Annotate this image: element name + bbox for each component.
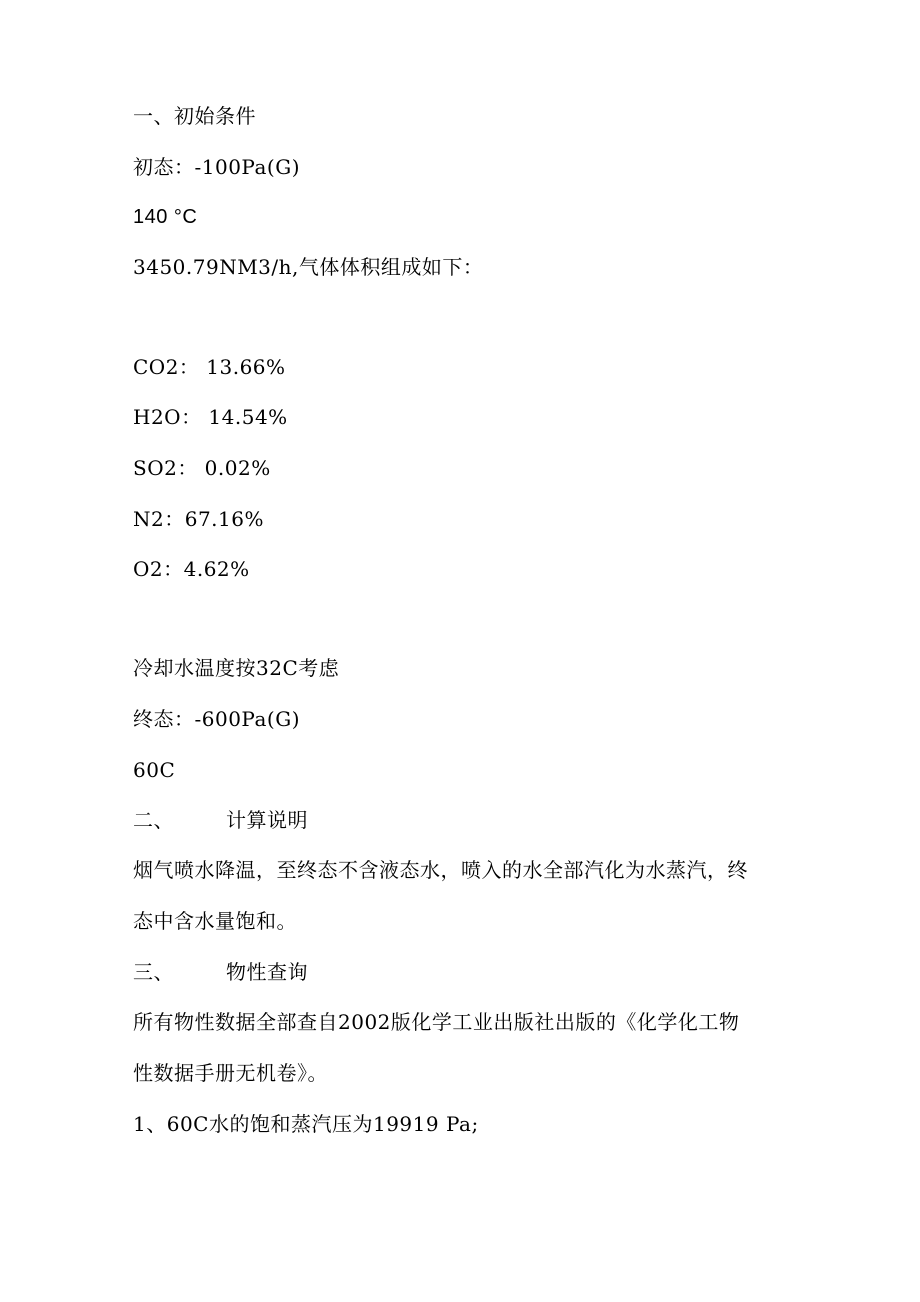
section3-heading	[133, 958, 308, 986]
initial-pressure: 初态：-100Pa(G)	[133, 155, 300, 179]
section3-body-line2: 性数据手册无机卷》。	[133, 1061, 328, 1085]
flow-rate: 3450.79NM3/h,气体体积组成如下：	[133, 255, 484, 279]
initial-temperature: 140 °C	[133, 206, 198, 228]
section2-number: 二、	[133, 808, 174, 832]
section2-body-line1: 烟气喷水降温，至终态不含液态水，喷入的水全部汽化为水蒸汽，终	[133, 858, 748, 882]
section2-title: 计算说明	[226, 808, 308, 832]
section3-title: 物性查询	[226, 960, 308, 984]
composition-n2: N2：67.16%	[133, 507, 264, 531]
composition-so2: SO2： 0.02%	[133, 456, 271, 480]
section2-heading	[133, 806, 308, 834]
final-temperature: 60C	[133, 758, 176, 782]
section1-heading: 一、初始条件	[133, 104, 256, 128]
property-item-1: 1、60C水的饱和蒸汽压为19919 Pa;	[133, 1112, 479, 1136]
composition-o2: O2：4.62%	[133, 557, 250, 581]
section2-body-line2: 态中含水量饱和。	[133, 909, 297, 933]
section3-number: 三、	[133, 960, 174, 984]
composition-h2o: H2O： 14.54%	[133, 405, 288, 429]
final-pressure: 终态：-600Pa(G)	[133, 707, 300, 731]
cooling-water-note: 冷却水温度按32C考虑	[133, 656, 340, 680]
section3-body-line1: 所有物性数据全部查自2002版化学工业出版社出版的《化学化工物	[133, 1010, 740, 1034]
composition-co2: CO2： 13.66%	[133, 355, 286, 379]
